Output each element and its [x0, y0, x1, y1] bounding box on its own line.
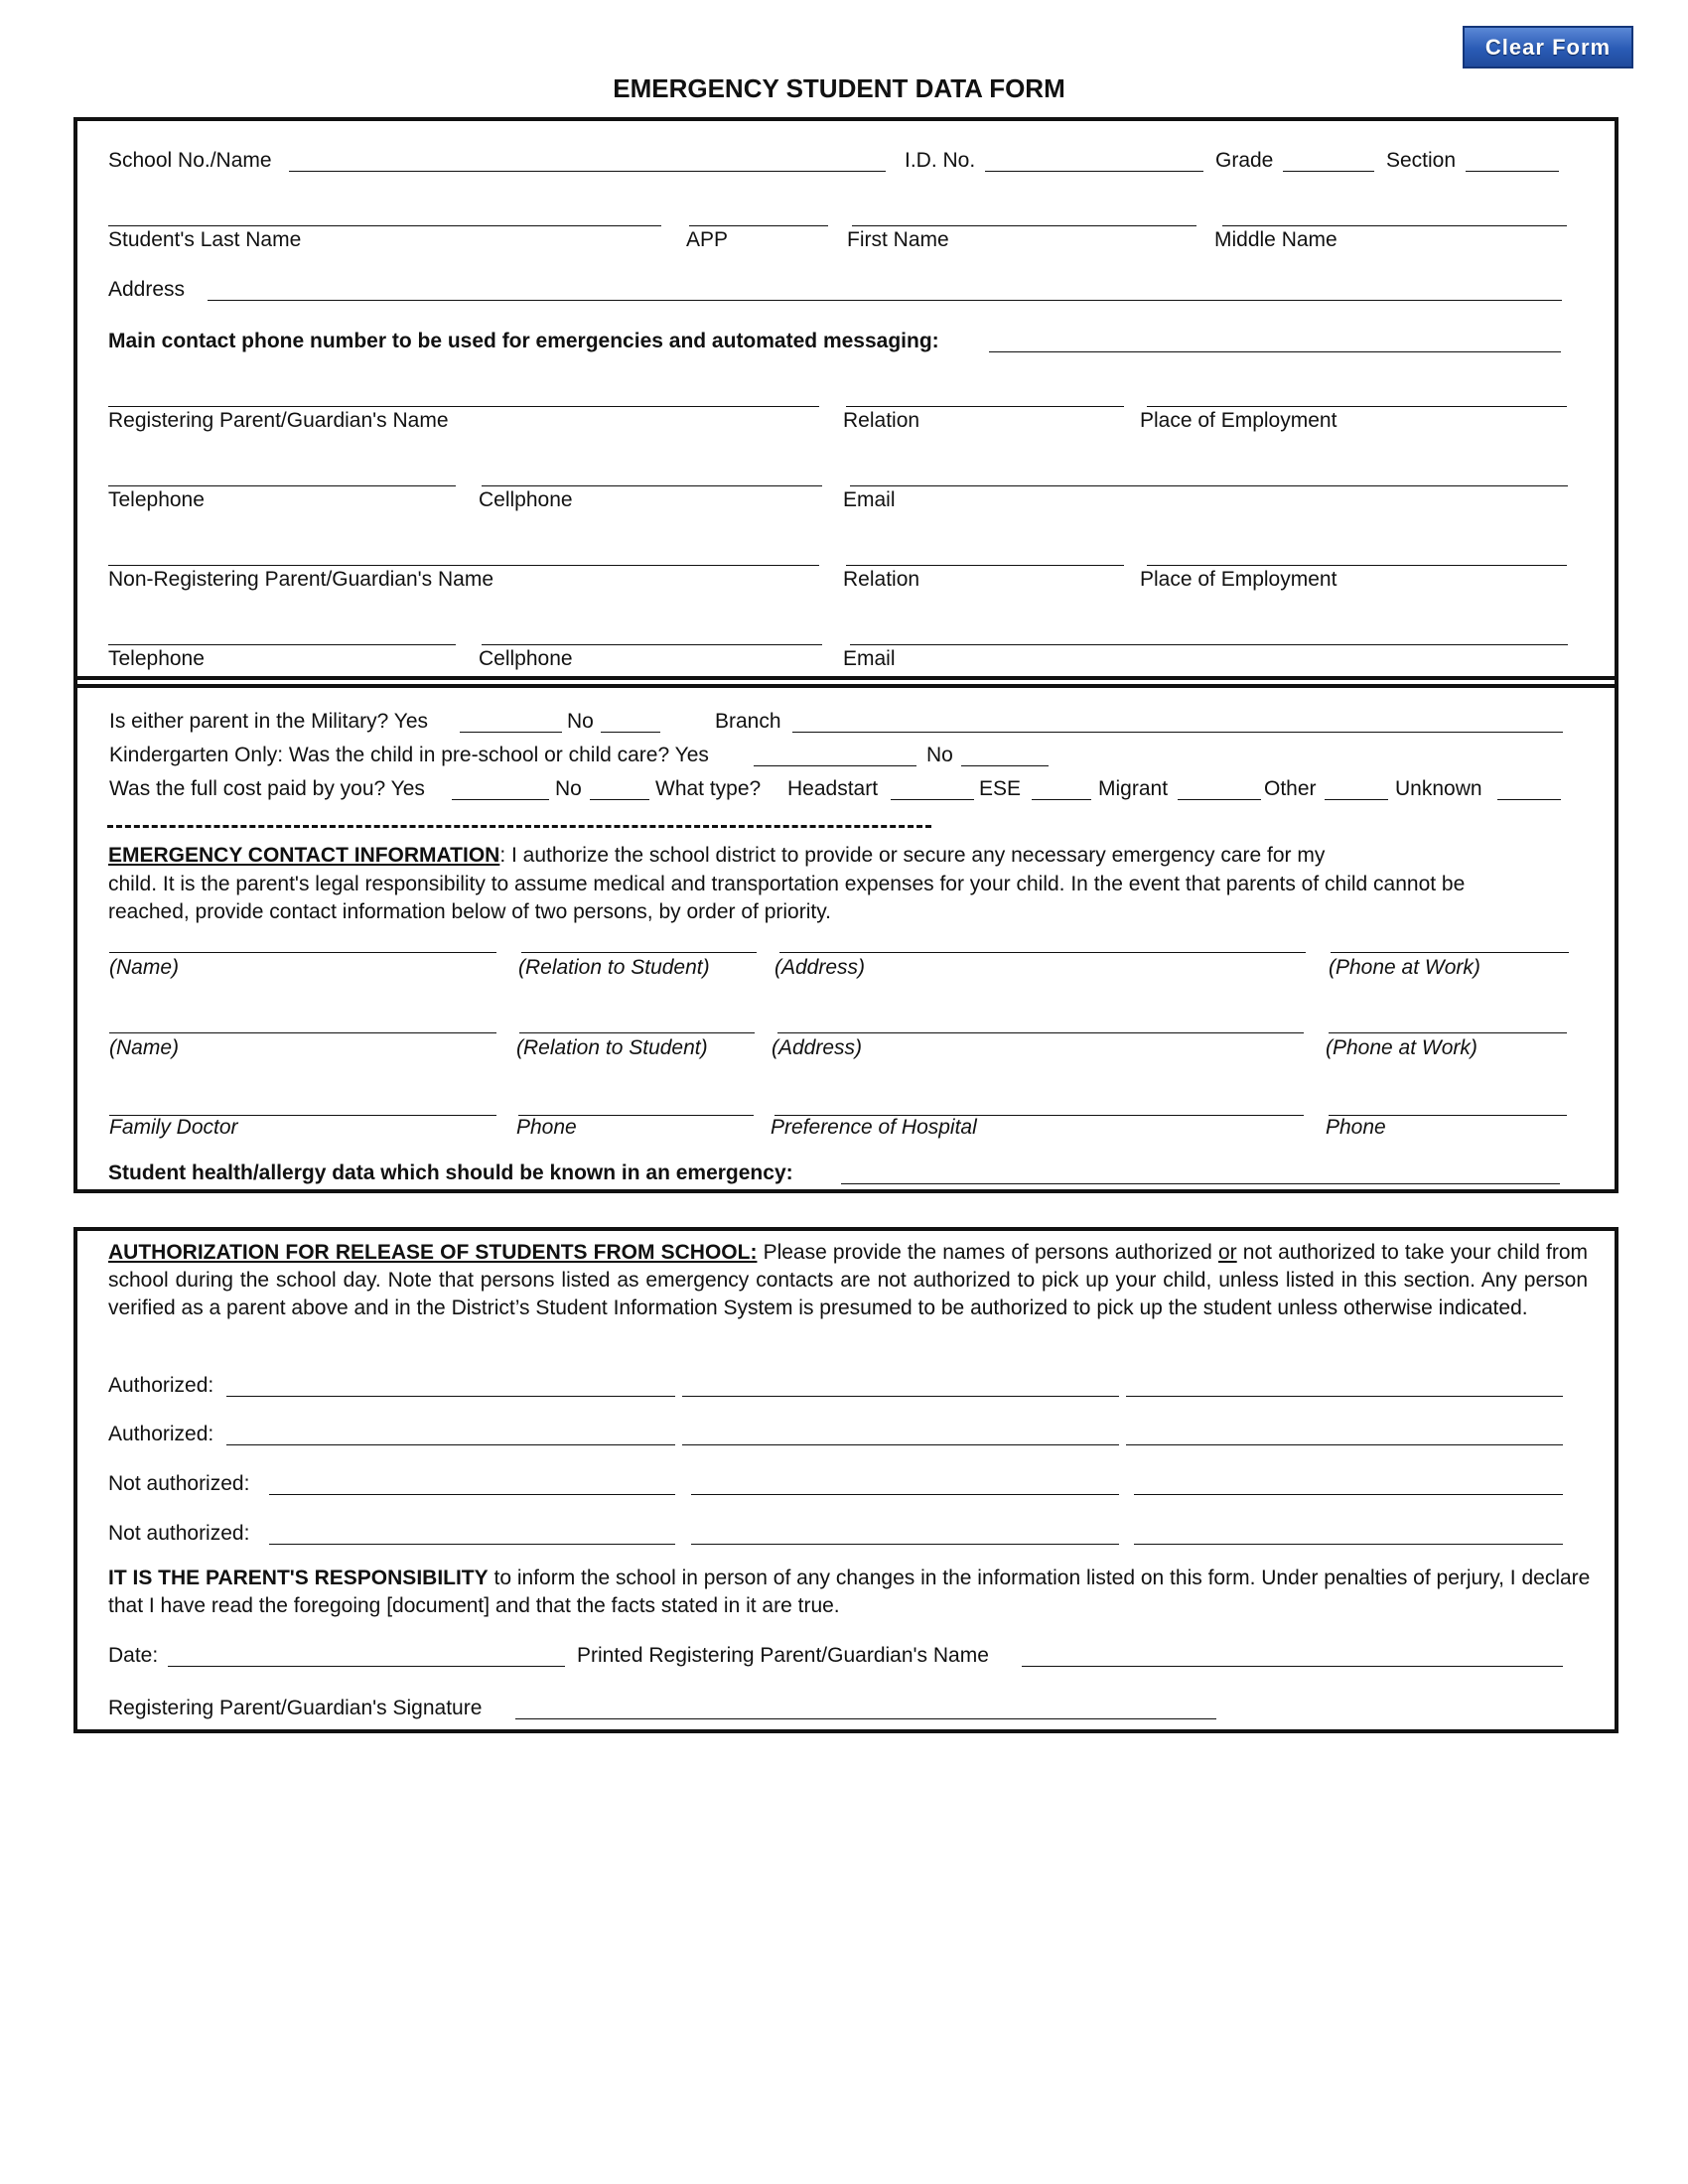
doctor-label: Family Doctor: [109, 1116, 238, 1139]
contact1-address-label: (Address): [774, 956, 866, 979]
authorized-1-a[interactable]: [226, 1368, 675, 1396]
unknown-label: Unknown: [1395, 777, 1482, 800]
contact2-relation-input[interactable]: [519, 1005, 755, 1032]
not-authorized-2-c[interactable]: [1134, 1516, 1563, 1544]
field-underline: [108, 565, 819, 566]
reg-employment-input[interactable]: [1147, 378, 1567, 406]
app-label: APP: [686, 228, 729, 251]
contact2-address-input[interactable]: [777, 1005, 1304, 1032]
printed-name-label: Printed Registering Parent/Guardian's Name: [577, 1644, 989, 1667]
school-label: School No./Name: [108, 149, 272, 172]
cost-question: Was the full cost paid by you? Yes: [109, 777, 425, 800]
migrant-label: Migrant: [1098, 777, 1169, 800]
field-underline: [521, 952, 757, 953]
kinder-yes-input[interactable]: [754, 738, 916, 765]
last-name-input[interactable]: [108, 197, 661, 224]
field-underline: [109, 1032, 496, 1033]
other-label: Other: [1264, 777, 1317, 800]
not-authorized-2-a[interactable]: [269, 1516, 675, 1544]
military-question: Is either parent in the Military? Yes: [109, 710, 429, 733]
contact2-phone-input[interactable]: [1329, 1005, 1567, 1032]
reg-relation-label: Relation: [843, 409, 920, 432]
field-underline: [777, 1032, 1304, 1033]
contact1-name-input[interactable]: [109, 924, 496, 952]
field-underline: [590, 799, 649, 800]
nonreg-email-input[interactable]: [850, 616, 1568, 644]
field-underline: [269, 1544, 675, 1545]
responsibility-paragraph: [108, 1565, 1593, 1620]
field-underline: [1497, 799, 1561, 800]
field-underline: [1283, 171, 1374, 172]
first-name-input[interactable]: [852, 197, 1196, 224]
signature-input[interactable]: [515, 1691, 1216, 1718]
field-underline: [1134, 1544, 1563, 1545]
military-no-label: No: [567, 710, 594, 733]
middle-name-label: Middle Name: [1214, 228, 1337, 251]
reg-telephone-label: Telephone: [108, 488, 205, 511]
headstart-input[interactable]: [891, 771, 974, 799]
reg-cellphone-input[interactable]: [482, 458, 822, 485]
field-underline: [985, 171, 1203, 172]
contact2-name-input[interactable]: [109, 1005, 496, 1032]
cost-type-label: What type?: [655, 777, 762, 800]
field-underline: [1032, 799, 1091, 800]
auth-heading: AUTHORIZATION FOR RELEASE OF STUDENTS FROM SCHOOL:: [108, 1241, 758, 1264]
authorized-label-2: Authorized:: [108, 1423, 214, 1445]
hospital-input[interactable]: [774, 1087, 1304, 1115]
section-divider-top: [77, 676, 1615, 680]
reg-employment-label: Place of Employment: [1140, 409, 1337, 432]
field-underline: [846, 565, 1124, 566]
main-contact-input[interactable]: [989, 324, 1561, 351]
field-underline: [601, 732, 660, 733]
field-underline: [1466, 171, 1559, 172]
not-authorized-1-c[interactable]: [1134, 1466, 1563, 1494]
field-underline: [108, 406, 819, 407]
nonreg-employment-label: Place of Employment: [1140, 568, 1337, 591]
contact1-phone-input[interactable]: [1331, 924, 1569, 952]
reg-email-label: Email: [843, 488, 896, 511]
id-input[interactable]: [985, 143, 1203, 171]
contact1-relation-label: (Relation to Student): [518, 956, 710, 979]
authorized-2-a[interactable]: [226, 1417, 675, 1444]
form-title: EMERGENCY STUDENT DATA FORM: [613, 73, 1065, 103]
field-underline: [689, 225, 828, 226]
signature-label: Registering Parent/Guardian's Signature: [108, 1697, 483, 1719]
contact1-relation-input[interactable]: [521, 924, 757, 952]
military-branch-input[interactable]: [792, 704, 1563, 732]
military-yes-input[interactable]: [460, 704, 562, 732]
authorized-2-b[interactable]: [682, 1417, 1119, 1444]
military-no-input[interactable]: [601, 704, 660, 732]
responsibility-text: to inform the school in person of any changes in the information listed on this form. Under penalties of perjury, I declare that I have read the foregoing [document] and that the facts stated in it are true.: [108, 1567, 1591, 1617]
field-underline: [989, 351, 1561, 352]
doctor-phone-label: Phone: [516, 1116, 577, 1139]
ese-label: ESE: [979, 777, 1022, 800]
field-underline: [779, 952, 1306, 953]
doctor-input[interactable]: [109, 1087, 496, 1115]
field-underline: [691, 1494, 1119, 1495]
field-underline: [850, 485, 1568, 486]
contact1-phone-label: (Phone at Work): [1329, 956, 1480, 979]
field-underline: [482, 485, 822, 486]
date-label: Date:: [108, 1644, 159, 1667]
headstart-label: Headstart: [787, 777, 879, 800]
field-underline: [846, 406, 1124, 407]
dashed-separator: [107, 825, 931, 828]
field-underline: [1147, 406, 1567, 407]
field-underline: [1126, 1444, 1563, 1445]
contact2-relation-label: (Relation to Student): [516, 1036, 708, 1059]
contact1-address-input[interactable]: [779, 924, 1306, 952]
field-underline: [841, 1183, 1560, 1184]
cost-no-input[interactable]: [590, 771, 649, 799]
field-underline: [515, 1718, 1216, 1719]
field-underline: [850, 644, 1568, 645]
field-underline: [482, 644, 822, 645]
kinder-no-input[interactable]: [961, 738, 1049, 765]
field-underline: [1222, 225, 1567, 226]
migrant-input[interactable]: [1178, 771, 1261, 799]
reg-cellphone-label: Cellphone: [479, 488, 573, 511]
auth-paragraph: [108, 1239, 1588, 1322]
doctor-phone-input[interactable]: [518, 1087, 754, 1115]
emergency-line1: [108, 844, 1325, 868]
nonreg-relation-label: Relation: [843, 568, 920, 591]
nonreg-relation-input[interactable]: [846, 537, 1124, 565]
authorized-1-c[interactable]: [1126, 1368, 1563, 1396]
ese-input[interactable]: [1032, 771, 1091, 799]
middle-name-input[interactable]: [1222, 197, 1567, 224]
field-underline: [226, 1396, 675, 1397]
hospital-phone-input[interactable]: [1329, 1087, 1567, 1115]
printed-name-input[interactable]: [1022, 1638, 1563, 1666]
section-label: Section: [1386, 149, 1457, 172]
grade-input[interactable]: [1283, 143, 1374, 171]
field-underline: [108, 485, 456, 486]
field-underline: [108, 225, 661, 226]
nonreg-employment-input[interactable]: [1147, 537, 1567, 565]
emergency-line3: reached, provide contact information below of two persons, by order of priority.: [108, 900, 831, 923]
nonreg-parent-name-label: Non-Registering Parent/Guardian's Name: [108, 568, 494, 591]
field-underline: [852, 225, 1196, 226]
not-authorized-label-2: Not authorized:: [108, 1522, 250, 1545]
reg-parent-name-label: Registering Parent/Guardian's Name: [108, 409, 449, 432]
contact1-name-label: (Name): [109, 956, 180, 979]
emergency-line1-text: : I authorize the school district to provide or secure any necessary emergency care for my: [499, 844, 1326, 867]
first-name-label: First Name: [847, 228, 949, 251]
contact2-name-label: (Name): [109, 1036, 180, 1059]
cost-no-label: No: [555, 777, 582, 800]
field-underline: [289, 171, 886, 172]
nonreg-telephone-label: Telephone: [108, 647, 205, 670]
authorized-1-b[interactable]: [682, 1368, 1119, 1396]
not-authorized-1-a[interactable]: [269, 1466, 675, 1494]
field-underline: [1134, 1494, 1563, 1495]
emergency-heading: EMERGENCY CONTACT INFORMATION: [108, 844, 500, 867]
kinder-no-label: No: [926, 744, 953, 766]
reg-telephone-input[interactable]: [108, 458, 456, 485]
health-label: Student health/allergy data which should be known in an emergency:: [108, 1161, 793, 1184]
hospital-phone-label: Phone: [1326, 1116, 1386, 1139]
reg-relation-input[interactable]: [846, 378, 1124, 406]
field-underline: [1126, 1396, 1563, 1397]
auth-text-b: not authorized to take your child from school during the school day. Note that persons listed as emergency contacts are not authorized to pick up your child, unless listed in this section. Any person verified as a parent above and in the District’s Student Information System is presumed to be authorized to pick up the student unless otherwise indicated.: [108, 1241, 1588, 1319]
not-authorized-1-b[interactable]: [691, 1466, 1119, 1494]
field-underline: [961, 765, 1049, 766]
school-input[interactable]: [289, 143, 886, 171]
field-underline: [1329, 1032, 1567, 1033]
other-input[interactable]: [1325, 771, 1388, 799]
section-divider-bottom: [77, 684, 1615, 688]
app-input[interactable]: [689, 197, 828, 224]
auth-or: or: [1217, 1241, 1237, 1264]
nonreg-cellphone-label: Cellphone: [479, 647, 573, 670]
field-underline: [792, 732, 1563, 733]
last-name-label: Student's Last Name: [108, 228, 302, 251]
reg-email-input[interactable]: [850, 458, 1568, 485]
kinder-question: Kindergarten Only: Was the child in pre-school or child care? Yes: [109, 744, 709, 766]
unknown-input[interactable]: [1497, 771, 1561, 799]
field-underline: [226, 1444, 675, 1445]
contact2-address-label: (Address): [772, 1036, 863, 1059]
field-underline: [1147, 565, 1567, 566]
field-underline: [108, 644, 456, 645]
auth-text-a: Please provide the names of persons authorized: [757, 1241, 1218, 1264]
authorized-label-1: Authorized:: [108, 1374, 214, 1397]
field-underline: [460, 732, 562, 733]
id-label: I.D. No.: [905, 149, 976, 172]
address-input[interactable]: [208, 272, 1562, 300]
not-authorized-2-b[interactable]: [691, 1516, 1119, 1544]
contact2-phone-label: (Phone at Work): [1326, 1036, 1477, 1059]
not-authorized-label-1: Not authorized:: [108, 1472, 250, 1495]
reg-parent-name-input[interactable]: [108, 378, 819, 406]
address-label: Address: [108, 278, 186, 301]
hospital-label: Preference of Hospital: [771, 1116, 977, 1139]
field-underline: [1331, 952, 1569, 953]
authorized-2-c[interactable]: [1126, 1417, 1563, 1444]
health-input[interactable]: [841, 1156, 1560, 1183]
date-input[interactable]: [168, 1638, 565, 1666]
field-underline: [1022, 1666, 1563, 1667]
field-underline: [1325, 799, 1388, 800]
field-underline: [208, 300, 1562, 301]
emergency-line2: child. It is the parent's legal responsibility to assume medical and transportation expenses for your child. In the event that parents of child cannot be: [108, 873, 1466, 895]
main-contact-label: Main contact phone number to be used for emergencies and automated messaging:: [108, 330, 939, 352]
nonreg-telephone-input[interactable]: [108, 616, 456, 644]
field-underline: [1178, 799, 1261, 800]
clear-form-button[interactable]: Clear Form: [1463, 26, 1633, 68]
nonreg-email-label: Email: [843, 647, 896, 670]
field-underline: [519, 1032, 755, 1033]
field-underline: [754, 765, 916, 766]
cost-yes-input[interactable]: [452, 771, 549, 799]
responsibility-bold: IT IS THE PARENT'S RESPONSIBILITY: [108, 1567, 489, 1589]
section-input[interactable]: [1466, 143, 1559, 171]
grade-label: Grade: [1215, 149, 1274, 172]
nonreg-cellphone-input[interactable]: [482, 616, 822, 644]
field-underline: [691, 1544, 1119, 1545]
nonreg-parent-name-input[interactable]: [108, 537, 819, 565]
field-underline: [269, 1494, 675, 1495]
military-branch-label: Branch: [715, 710, 781, 733]
field-underline: [682, 1444, 1119, 1445]
field-underline: [682, 1396, 1119, 1397]
field-underline: [891, 799, 974, 800]
field-underline: [109, 952, 496, 953]
field-underline: [452, 799, 549, 800]
field-underline: [168, 1666, 565, 1667]
